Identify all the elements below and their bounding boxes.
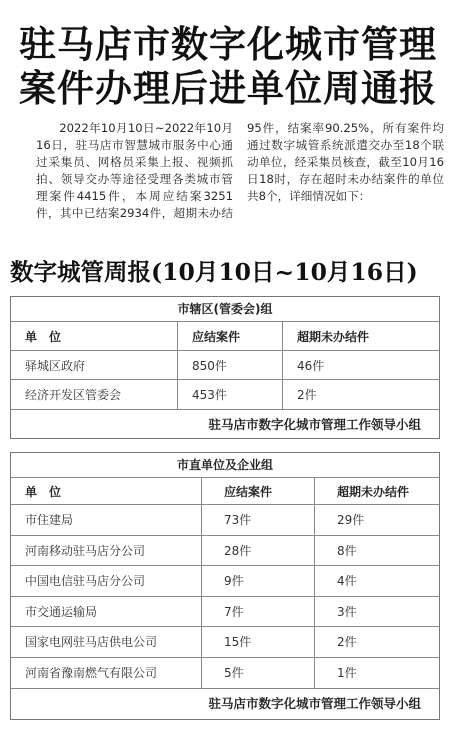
table-row <box>11 535 439 566</box>
row-overdue: 29件 <box>315 505 440 536</box>
intro-text: 2022年10月10日~2022年10月16日，驻马店市智慧城市服务中心通过采集员、网格员采集上报、视频抓拍、领导交办等途径受理各类城市管理案件4415件，本周应结案3251件，其中已结案2934件，超期未办结95件，结案率90.25%，所有案件均通过数字城管系统派遣交办至18个联动单位，经采集员核查，截至10月16日18时，存在超时未办结案件的单位共8个，详细情况如下： <box>36 121 444 220</box>
header-unit: 单 位 <box>11 478 202 505</box>
city-units-table <box>10 452 440 720</box>
table-row <box>11 351 439 380</box>
table-footer-signature: 驻马店市数字化城市管理工作领导小组 <box>11 409 439 440</box>
district-group-title: 市辖区(管委会)组 <box>177 302 273 316</box>
table-header-row <box>11 478 439 505</box>
weekly-report-heading: 数字城管周报(10月10日~10月16日) <box>10 258 418 286</box>
table-footer-signature: 驻马店市数字化城市管理工作领导小组 <box>11 688 439 719</box>
table-header-row <box>11 322 439 351</box>
city-units-grid <box>11 477 439 688</box>
row-due: 5件 <box>202 657 315 688</box>
table-row <box>11 596 439 627</box>
header-overdue: 超期未办结件 <box>283 322 440 351</box>
row-overdue: 4件 <box>315 566 440 597</box>
district-group-grid <box>11 321 439 409</box>
table-row <box>11 505 439 536</box>
row-due: 7件 <box>202 596 315 627</box>
row-overdue: 2件 <box>315 627 440 658</box>
row-unit: 国家电网驻马店供电公司 <box>11 627 202 658</box>
district-group-table <box>10 296 440 439</box>
table-row <box>11 627 439 658</box>
row-due: 28件 <box>202 535 315 566</box>
intro-paragraph <box>36 120 444 226</box>
row-overdue: 3件 <box>315 596 440 627</box>
row-due: 9件 <box>202 566 315 597</box>
row-due: 73件 <box>202 505 315 536</box>
header-due: 应结案件 <box>202 478 315 505</box>
row-due: 850件 <box>178 351 283 380</box>
city-units-title: 市直单位及企业组 <box>176 458 273 472</box>
header-due: 应结案件 <box>178 322 283 351</box>
row-overdue: 1件 <box>315 657 440 688</box>
headline-line-2: 案件办理后进单位周通报 <box>19 66 437 110</box>
row-due: 15件 <box>202 627 315 658</box>
row-overdue: 2件 <box>283 380 440 409</box>
headline-line-1: 驻马店市数字化城市管理 <box>19 22 437 66</box>
row-unit: 市交通运输局 <box>11 596 202 627</box>
row-unit: 市住建局 <box>11 505 202 536</box>
row-due: 453件 <box>178 380 283 409</box>
row-overdue: 46件 <box>283 351 440 380</box>
row-unit: 河南省豫南燃气有限公司 <box>11 657 202 688</box>
row-unit: 经济开发区管委会 <box>11 380 178 409</box>
table-row <box>11 657 439 688</box>
row-unit: 驿城区政府 <box>11 351 178 380</box>
header-unit: 单 位 <box>11 322 178 351</box>
header-overdue: 超期未办结件 <box>315 478 440 505</box>
table-row <box>11 380 439 409</box>
row-unit: 中国电信驻马店分公司 <box>11 566 202 597</box>
row-overdue: 8件 <box>315 535 440 566</box>
table-row <box>11 566 439 597</box>
row-unit: 河南移动驻马店分公司 <box>11 535 202 566</box>
